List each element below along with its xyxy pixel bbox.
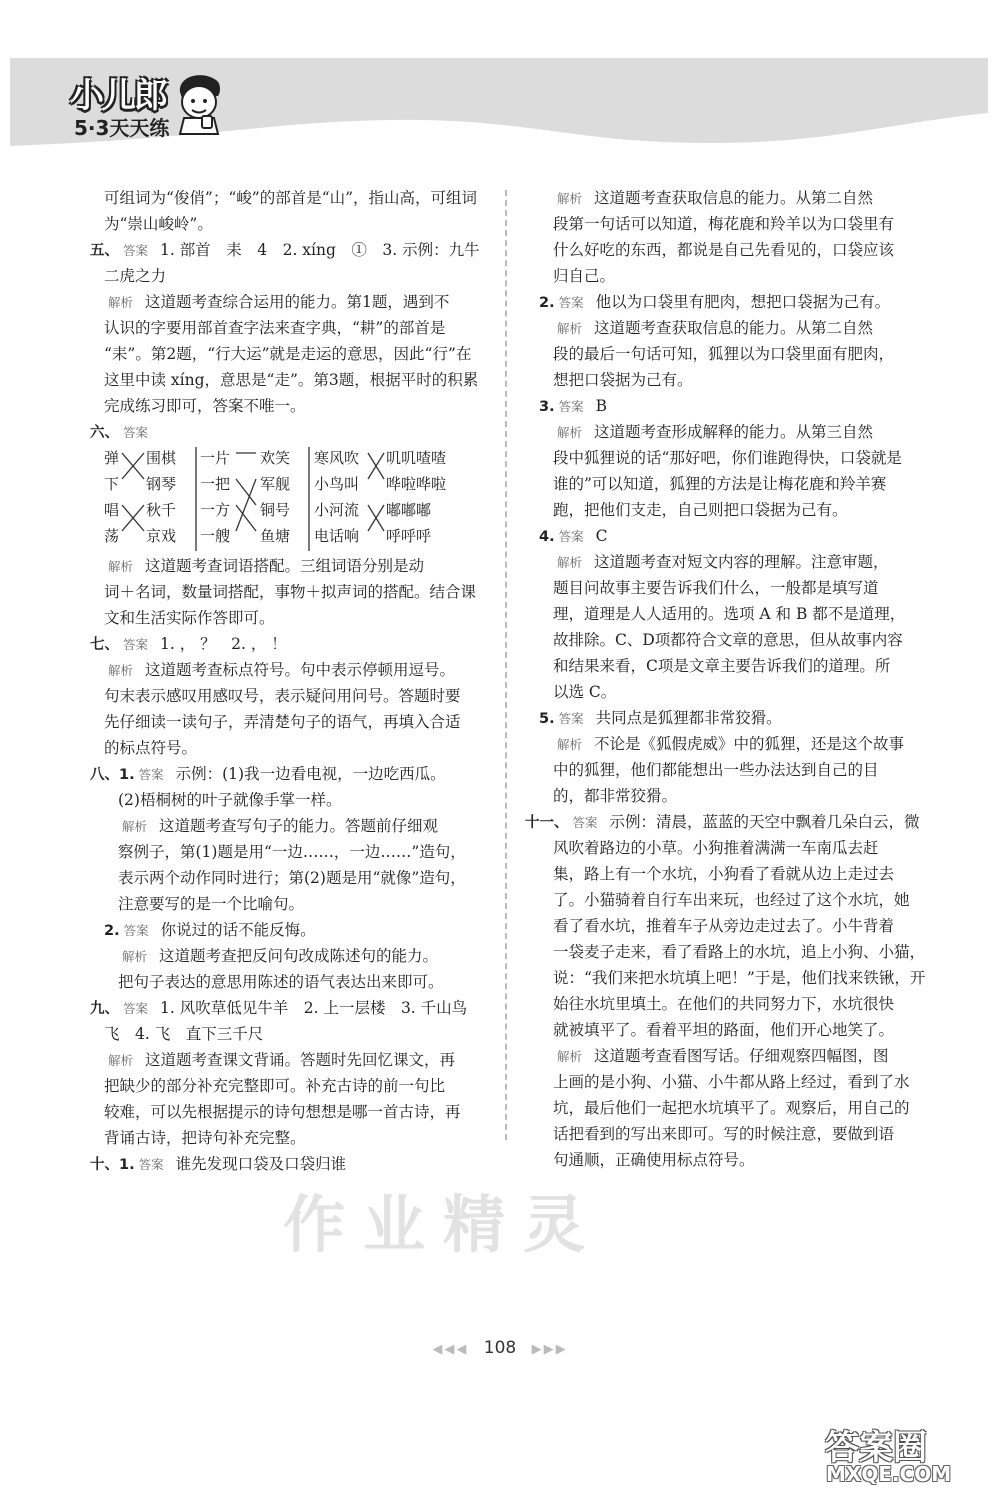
analysis-tag: 解析 bbox=[122, 949, 148, 964]
corner-watermark-logo: 答案圈 bbox=[825, 1428, 927, 1468]
question-number: 九、 bbox=[90, 1001, 119, 1017]
answer-q10 bbox=[90, 1151, 490, 1177]
match-word: 荡 bbox=[104, 527, 120, 545]
text-line: 始往水坑里填土。在他们的共同努力下，水坑很快 bbox=[553, 995, 895, 1013]
text-line: 完成练习即可，答案不唯一。 bbox=[104, 397, 306, 415]
analysis-tag: 解析 bbox=[557, 425, 583, 440]
match-word: 叽叽喳喳 bbox=[386, 449, 447, 467]
match-word: 下 bbox=[104, 475, 120, 493]
text-line: 集，路上有一个水坑，小狗看了看就从边上走过去 bbox=[553, 865, 895, 883]
question-number: 4. bbox=[539, 529, 555, 545]
match-word: 鱼塘 bbox=[260, 527, 291, 545]
analysis-text: 这道题考查获取信息的能力。从第二自然 bbox=[594, 319, 874, 337]
text-line: 可组词为“俊俏”；“峻”的部首是“山”，指山高，可组词 bbox=[104, 189, 478, 207]
corner-watermark-url: MXQE.COM bbox=[826, 1462, 952, 1486]
text-line: 一袋麦子走来，看了看路上的水坑，追上小狗、小猫， bbox=[553, 943, 926, 961]
text-line: 把缺少的部分补充完整即可。补充古诗的前一句比 bbox=[104, 1077, 446, 1095]
question-number: 十、1. bbox=[90, 1157, 135, 1173]
analysis-q7 bbox=[90, 657, 490, 683]
analysis-text: 不论是《狐假虎威》中的狐狸，还是这个故事 bbox=[594, 735, 905, 753]
analysis-q10-1 bbox=[525, 185, 945, 211]
match-word: 欢笑 bbox=[260, 449, 291, 467]
answer-q8 bbox=[90, 761, 490, 787]
answer-q9 bbox=[90, 995, 490, 1021]
answer-text: B bbox=[595, 397, 608, 415]
analysis-text: 这道题考查获取信息的能力。从第二自然 bbox=[594, 189, 874, 207]
analysis-text: 这道题考查词语搭配。三组词语分别是动 bbox=[145, 557, 425, 575]
answer-q10-5 bbox=[525, 705, 945, 731]
text-line: 段的最后一句话可知，狐狸以为口袋里面有肥肉， bbox=[553, 345, 895, 363]
question-number: 5. bbox=[539, 711, 555, 727]
text-line: 故排除。C、D项都符合文章的意思，但从故事内容 bbox=[553, 631, 903, 649]
match-word: 哗啦哗啦 bbox=[386, 475, 447, 493]
analysis-q10-2 bbox=[525, 315, 945, 341]
answer-tag: 答案 bbox=[138, 767, 164, 782]
question-number: 五、 bbox=[90, 243, 119, 259]
answer-q10-4 bbox=[525, 523, 945, 549]
analysis-tag: 解析 bbox=[557, 1049, 583, 1064]
answer-text: 1. 部首 耒 4 2. xíng ① 3. 示例：九牛 bbox=[160, 241, 480, 259]
match-word: 电话响 bbox=[314, 527, 360, 545]
analysis-q10-3 bbox=[525, 419, 945, 445]
answer-text: 1. 风吹草低见牛羊 2. 上一层楼 3. 千山鸟 bbox=[160, 999, 468, 1017]
right-arrows-icon: ▶▶▶ bbox=[531, 1342, 568, 1357]
answer-tag: 答案 bbox=[572, 815, 598, 830]
text-line: 以选 C。 bbox=[553, 683, 617, 701]
page-number: 108 bbox=[483, 1338, 517, 1358]
text-line: 背诵古诗，把诗句补充完整。 bbox=[104, 1129, 306, 1147]
match-word: 小河流 bbox=[314, 501, 360, 519]
logo-subtitle: 5·3天天练 bbox=[74, 116, 170, 140]
page-footer bbox=[0, 1338, 1000, 1358]
answer-tag: 答案 bbox=[558, 711, 584, 726]
answer-text: 谁先发现口袋及口袋归谁 bbox=[175, 1155, 347, 1173]
text-line: 较难，可以先根据提示的诗句想想是哪一首古诗，再 bbox=[104, 1103, 461, 1121]
analysis-tag: 解析 bbox=[557, 191, 583, 206]
analysis-text: 这道题考查对短文内容的理解。注意审题， bbox=[594, 553, 889, 571]
text-line: 词＋名词，数量词搭配，事物＋拟声词的搭配。结合课 bbox=[104, 583, 477, 601]
text-line: 的标点符号。 bbox=[104, 739, 198, 757]
cartoon-boy-icon bbox=[172, 70, 227, 135]
text-line: 注意要写的是一个比喻句。 bbox=[118, 895, 305, 913]
analysis-q5 bbox=[90, 289, 490, 315]
answer-q11 bbox=[525, 809, 945, 835]
analysis-q10-5 bbox=[525, 731, 945, 757]
answer-tag: 答案 bbox=[138, 1157, 164, 1172]
left-arrows-icon: ◀◀◀ bbox=[432, 1342, 469, 1357]
answer-text: 共同点是狐狸都非常狡猾。 bbox=[595, 709, 782, 727]
match-word: 唱 bbox=[104, 501, 120, 519]
analysis-text: 这道题考查看图写话。仔细观察四幅图，图 bbox=[594, 1047, 889, 1065]
text-line: 了。小猫骑着自行车出来玩，也经过了这个水坑，她 bbox=[553, 891, 910, 909]
answer-tag: 答案 bbox=[123, 637, 149, 652]
analysis-tag: 解析 bbox=[108, 663, 134, 678]
text-line: 段中狐狸说的话“那好吧，你们谁跑得快，口袋就是 bbox=[553, 449, 902, 467]
text-line: 坑，最后他们一起把水坑填平了。观察后，用自己的 bbox=[553, 1099, 910, 1117]
text-line: 归自己。 bbox=[553, 267, 616, 285]
text-line: 上画的是小狗、小猫、小牛都从路上经过，看到了水 bbox=[553, 1073, 910, 1091]
text-line: 句通顺，正确使用标点符号。 bbox=[553, 1151, 755, 1169]
analysis-text: 这道题考查写句子的能力。答题前仔细观 bbox=[159, 817, 439, 835]
text-line: 先仔细读一读句子，弄清楚句子的语气，再填入合适 bbox=[104, 713, 461, 731]
answer-text: 他以为口袋里有肥肉，想把口袋据为己有。 bbox=[595, 293, 891, 311]
analysis-text: 这道题考查把反问句改成陈述句的能力。 bbox=[159, 947, 439, 965]
answer-tag: 答案 bbox=[558, 295, 584, 310]
question-number: 六、 bbox=[90, 425, 119, 441]
question-number: 七、 bbox=[90, 637, 119, 653]
answer-q7 bbox=[90, 631, 490, 657]
text-line: 二虎之力 bbox=[104, 267, 167, 285]
text-line: 看了看水坑，推着车子从旁边走过去了。小牛背着 bbox=[553, 917, 895, 935]
text-line: 中的狐狸，他们都能想出一些办法达到自己的目 bbox=[553, 761, 879, 779]
question-number: 十一、 bbox=[525, 815, 569, 831]
text-line: 飞 4. 飞 直下三千尺 bbox=[104, 1025, 264, 1043]
analysis-tag: 解析 bbox=[557, 737, 583, 752]
match-word: 小鸟叫 bbox=[314, 475, 360, 493]
analysis-text: 这道题考查综合运用的能力。第1题，遇到不 bbox=[145, 293, 450, 311]
answer-q5 bbox=[90, 237, 490, 263]
answer-text: 你说过的话不能反悔。 bbox=[160, 921, 316, 939]
match-word: 一艘 bbox=[200, 527, 231, 545]
answer-tag: 答案 bbox=[123, 923, 149, 938]
text-line: 和结果来看，C项是文章主要告诉我们的道理。所 bbox=[553, 657, 891, 675]
analysis-q9 bbox=[90, 1047, 490, 1073]
text-line: 什么好吃的东西，都说是自己先看见的，口袋应该 bbox=[553, 241, 895, 259]
right-column bbox=[525, 185, 945, 1173]
analysis-tag: 解析 bbox=[108, 295, 134, 310]
text-line: 理，道理是人人适用的。选项 A 和 B 都不是道理， bbox=[553, 605, 906, 623]
text-line: 想把口袋据为己有。 bbox=[553, 371, 693, 389]
answer-text: 1. ， ？ 2. ， ！ bbox=[160, 635, 287, 653]
analysis-q8 bbox=[90, 813, 490, 839]
logo-title: 小儿郎 bbox=[70, 76, 166, 116]
text-line: 这里中读 xíng，意思是“走”。第3题，根据平时的积累 bbox=[104, 371, 479, 389]
match-word: 军舰 bbox=[260, 475, 291, 493]
text-line: 认识的字要用部首查字法来查字典，“耕”的部首是 bbox=[104, 319, 446, 337]
analysis-text: 这道题考查形成解释的能力。从第三自然 bbox=[594, 423, 874, 441]
text-line: 段第一句话可以知道，梅花鹿和羚羊以为口袋里有 bbox=[553, 215, 895, 233]
answer-text: C bbox=[595, 527, 608, 545]
answer-tag: 答案 bbox=[558, 399, 584, 414]
text-line: 文和生活实际作答即可。 bbox=[104, 609, 275, 627]
analysis-tag: 解析 bbox=[557, 555, 583, 570]
answer-q8-2 bbox=[90, 917, 490, 943]
analysis-q6 bbox=[90, 553, 490, 579]
analysis-tag: 解析 bbox=[557, 321, 583, 336]
text-line: 察例子，第(1)题是用“一边……，一边……”造句， bbox=[118, 843, 466, 861]
question-number: 2. bbox=[539, 295, 555, 311]
answer-q10-2 bbox=[525, 289, 945, 315]
match-word: 寒风吹 bbox=[314, 449, 360, 467]
analysis-q11 bbox=[525, 1043, 945, 1069]
match-word: 京戏 bbox=[146, 527, 177, 545]
text-line: 话把看到的写出来即可。写的时候注意，要做到语 bbox=[553, 1125, 895, 1143]
analysis-tag: 解析 bbox=[122, 819, 148, 834]
text-line: 谁的”可以知道，狐狸的方法是让梅花鹿和羚羊赛 bbox=[553, 475, 887, 493]
match-word: 围棋 bbox=[146, 449, 177, 467]
answer-text: 示例：清晨，蓝蓝的天空中飘着几朵白云，微 bbox=[609, 813, 920, 831]
match-word: 呼呼呼 bbox=[386, 527, 432, 545]
answer-tag: 答案 bbox=[558, 529, 584, 544]
answer-text: 示例：(1)我一边看电视，一边吃西瓜。 bbox=[175, 765, 446, 783]
answer-q10-3 bbox=[525, 393, 945, 419]
text-line: 表示两个动作同时进行；第(2)题是用“就像”造句， bbox=[118, 869, 466, 887]
match-word: 铜号 bbox=[260, 501, 291, 519]
word-matching-diagram bbox=[104, 445, 490, 553]
text-line: 为“崇山峻岭”。 bbox=[104, 215, 213, 233]
text-line: 说：“我们来把水坑填上吧！”于是，他们找来铁锹，开 bbox=[553, 969, 926, 987]
text-line: 的，都非常狡猾。 bbox=[553, 787, 678, 805]
match-word: 嘟嘟嘟 bbox=[386, 501, 432, 519]
left-column bbox=[90, 185, 490, 1177]
watermark-text: 作业精灵 bbox=[283, 1188, 604, 1261]
text-line: 风吹着路边的小草。小狗推着满满一车南瓜去赶 bbox=[553, 839, 879, 857]
analysis-text: 这道题考查课文背诵。答题时先回忆课文，再 bbox=[145, 1051, 456, 1069]
match-word: 弹 bbox=[104, 449, 120, 467]
match-word: 一方 bbox=[200, 501, 231, 519]
question-number: 3. bbox=[539, 399, 555, 415]
match-word: 秋千 bbox=[146, 501, 177, 519]
answer-tag: 答案 bbox=[123, 243, 149, 258]
match-word: 一片 bbox=[200, 449, 231, 467]
column-divider bbox=[505, 190, 507, 1140]
analysis-text: 这道题考查标点符号。句中表示停顿用逗号。 bbox=[145, 661, 456, 679]
analysis-tag: 解析 bbox=[108, 559, 134, 574]
answer-tag: 答案 bbox=[123, 425, 149, 440]
text-line: “耒”。第2题，“行大运”就是走运的意思，因此“行”在 bbox=[104, 345, 472, 363]
question-number: 八、1. bbox=[90, 767, 135, 783]
text-line: (2)梧桐树的叶子就像手掌一样。 bbox=[118, 791, 342, 809]
analysis-q8-2 bbox=[90, 943, 490, 969]
text-line: 句末表示感叹用感叹号，表示疑问用问号。答题时要 bbox=[104, 687, 461, 705]
analysis-q10-4 bbox=[525, 549, 945, 575]
analysis-tag: 解析 bbox=[108, 1053, 134, 1068]
text-line: 跑，把他们支走，自己则把口袋据为己有。 bbox=[553, 501, 848, 519]
answer-tag: 答案 bbox=[123, 1001, 149, 1016]
question-number: 2. bbox=[104, 923, 120, 939]
match-word: 钢琴 bbox=[146, 475, 177, 493]
text-line: 题目问故事主要告诉我们什么，一般都是填写道 bbox=[553, 579, 879, 597]
text-line: 就被填平了。看着平坦的路面，他们开心地笑了。 bbox=[553, 1021, 895, 1039]
text-line: 把句子表达的意思用陈述的语气表达出来即可。 bbox=[118, 973, 444, 991]
match-word: 一把 bbox=[200, 475, 231, 493]
answer-q6 bbox=[90, 419, 490, 445]
